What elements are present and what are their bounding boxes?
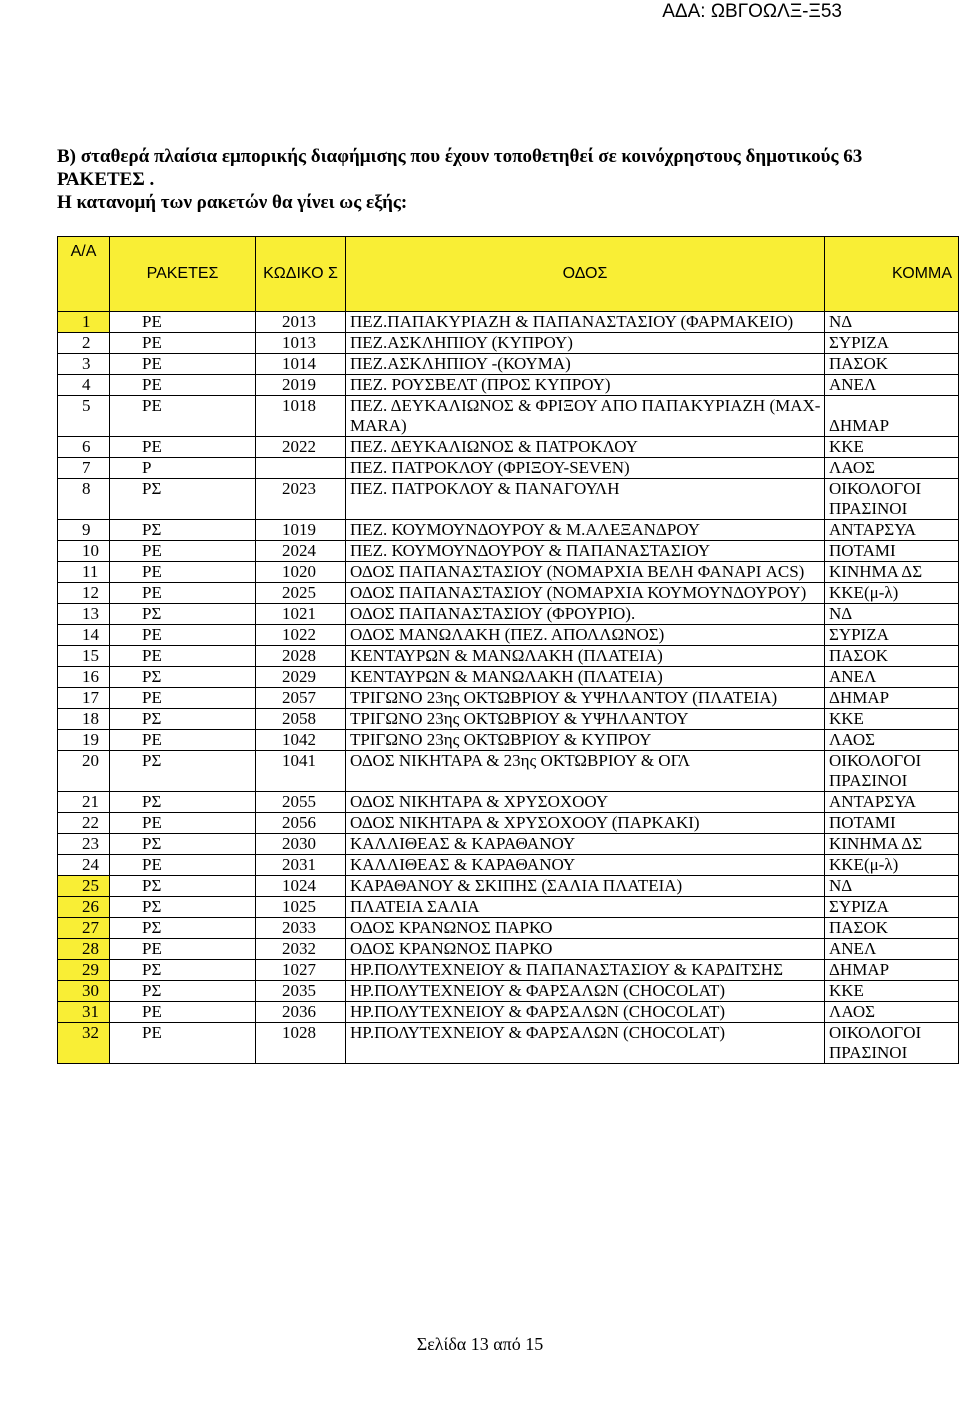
table-row xyxy=(58,646,959,667)
row-type: ΡΕ xyxy=(110,939,256,960)
row-aa: 32 xyxy=(58,1023,110,1064)
row-type: ΡΕ xyxy=(110,541,256,562)
row-aa: 18 xyxy=(58,709,110,730)
row-type: ΡΕ xyxy=(110,375,256,396)
row-party: ΑΝΕΛ xyxy=(825,375,959,396)
table-row xyxy=(58,855,959,876)
row-type: ΡΣ xyxy=(110,709,256,730)
table-row xyxy=(58,625,959,646)
row-type: ΡΕ xyxy=(110,396,256,437)
row-code: 2057 xyxy=(256,688,346,709)
table-row xyxy=(58,312,959,333)
row-party: ΟΙΚΟΛΟΓΟΙ ΠΡΑΣΙΝΟΙ xyxy=(825,751,959,792)
row-party: ΚΚΕ xyxy=(825,709,959,730)
header-odos: ΟΔΟΣ xyxy=(346,237,825,312)
row-party: ΣΥΡΙΖΑ xyxy=(825,625,959,646)
table-row xyxy=(58,333,959,354)
row-street: ΟΔΟΣ ΝΙΚΗΤΑΡΑ & ΧΡΥΣΟΧΟΟΥ (ΠΑΡΚΑΚΙ) xyxy=(346,813,825,834)
row-type: ΡΕ xyxy=(110,583,256,604)
row-type: ΡΕ xyxy=(110,562,256,583)
row-type: ΡΣ xyxy=(110,604,256,625)
row-aa: 17 xyxy=(58,688,110,709)
table-row xyxy=(58,813,959,834)
row-party: ΚΚΕ xyxy=(825,437,959,458)
row-party: ΝΔ xyxy=(825,604,959,625)
row-code: 1022 xyxy=(256,625,346,646)
table-row xyxy=(58,1023,959,1064)
row-aa: 30 xyxy=(58,981,110,1002)
row-party: ΚΚΕ(μ-λ) xyxy=(825,855,959,876)
row-aa: 10 xyxy=(58,541,110,562)
row-street: ΠΕΖ. ΡΟΥΣΒΕΛΤ (ΠΡΟΣ ΚΥΠΡΟΥ) xyxy=(346,375,825,396)
row-street: ΠΕΖ. ΔΕΥΚΑΛΙΩΝΟΣ & ΦΡΙΞΟΥ ΑΠΟ ΠΑΠΑΚΥΡΙΑΖΗ (MAX-MARA) xyxy=(346,396,825,437)
row-code: 2013 xyxy=(256,312,346,333)
row-party: ΠΟΤΑΜΙ xyxy=(825,541,959,562)
row-code: 1019 xyxy=(256,520,346,541)
row-party: ΑΝΤΑΡΣΥΑ xyxy=(825,520,959,541)
row-aa: 12 xyxy=(58,583,110,604)
row-street: ΟΔΟΣ ΚΡΑΝΩΝΟΣ ΠΑΡΚΟ xyxy=(346,939,825,960)
row-type: ΡΣ xyxy=(110,751,256,792)
table-row xyxy=(58,834,959,855)
row-street: ΚΑΛΛΙΘΕΑΣ & ΚΑΡΑΘΑΝΟΥ xyxy=(346,855,825,876)
row-type: ΡΕ xyxy=(110,333,256,354)
table-row xyxy=(58,458,959,479)
row-aa: 27 xyxy=(58,918,110,939)
row-party: ΠΑΣΟΚ xyxy=(825,918,959,939)
table-header-row xyxy=(58,237,959,312)
row-aa: 31 xyxy=(58,1002,110,1023)
row-party: ΑΝΕΛ xyxy=(825,939,959,960)
row-type: ΡΣ xyxy=(110,897,256,918)
table-row xyxy=(58,375,959,396)
row-type: Ρ xyxy=(110,458,256,479)
row-aa: 9 xyxy=(58,520,110,541)
row-party: ΔΗΜΑΡ xyxy=(825,688,959,709)
row-street: ΠΕΖ.ΑΣΚΛΗΠΙΟΥ -(ΚΟΥΜΑ) xyxy=(346,354,825,375)
row-code: 2036 xyxy=(256,1002,346,1023)
row-code: 2056 xyxy=(256,813,346,834)
row-code: 2019 xyxy=(256,375,346,396)
row-type: ΡΕ xyxy=(110,688,256,709)
row-party: ΝΔ xyxy=(825,876,959,897)
row-street: ΚΕΝΤΑΥΡΩΝ & ΜΑΝΩΛΑΚΗ (ΠΛΑΤΕΙΑ) xyxy=(346,667,825,688)
row-type: ΡΕ xyxy=(110,855,256,876)
table-row xyxy=(58,562,959,583)
row-aa: 22 xyxy=(58,813,110,834)
row-street: ΟΔΟΣ ΝΙΚΗΤΑΡΑ & ΧΡΥΣΟΧΟΟΥ xyxy=(346,792,825,813)
row-code: 1013 xyxy=(256,333,346,354)
row-party: ΑΝΕΛ xyxy=(825,667,959,688)
row-street: ΤΡΙΓΩΝΟ 23ης ΟΚΤΩΒΡΙΟΥ & ΥΨΗΛΑΝΤΟΥ (ΠΛΑΤΕΙΑ) xyxy=(346,688,825,709)
row-aa: 8 xyxy=(58,479,110,520)
table-row xyxy=(58,604,959,625)
row-street: ΗΡ.ΠΟΛΥΤΕΧΝΕΙΟΥ & ΠΑΠΑΝΑΣΤΑΣΙΟΥ & ΚΑΡΔΙΤΣΗΣ xyxy=(346,960,825,981)
row-code: 1042 xyxy=(256,730,346,751)
row-code: 1018 xyxy=(256,396,346,437)
row-aa: 29 xyxy=(58,960,110,981)
row-party: ΠΟΤΑΜΙ xyxy=(825,813,959,834)
row-code: 2058 xyxy=(256,709,346,730)
row-code: 2024 xyxy=(256,541,346,562)
row-aa: 1 xyxy=(58,312,110,333)
table-row xyxy=(58,876,959,897)
table-row xyxy=(58,792,959,813)
row-aa: 20 xyxy=(58,751,110,792)
table-row xyxy=(58,1002,959,1023)
table-row xyxy=(58,688,959,709)
header-kodikos: ΚΩΔΙΚΟ Σ xyxy=(256,237,346,312)
row-code: 2023 xyxy=(256,479,346,520)
row-code: 2055 xyxy=(256,792,346,813)
row-type: ΡΕ xyxy=(110,813,256,834)
intro-line-2: ΡΑΚΕΤΕΣ . xyxy=(57,169,155,190)
row-street: ΠΕΖ. ΚΟΥΜΟΥΝΔΟΥΡΟΥ & ΠΑΠΑΝΑΣΤΑΣΙΟΥ xyxy=(346,541,825,562)
row-aa: 23 xyxy=(58,834,110,855)
row-aa: 11 xyxy=(58,562,110,583)
table-row xyxy=(58,667,959,688)
row-party: ΠΑΣΟΚ xyxy=(825,354,959,375)
table-row xyxy=(58,396,959,437)
row-party: ΚΙΝΗΜΑ ΔΣ xyxy=(825,562,959,583)
row-party: ΚΚΕ(μ-λ) xyxy=(825,583,959,604)
row-party: ΟΙΚΟΛΟΓΟΙ ΠΡΑΣΙΝΟΙ xyxy=(825,479,959,520)
table-row xyxy=(58,437,959,458)
table-row xyxy=(58,960,959,981)
row-street: ΠΕΖ.ΠΑΠΑΚΥΡΙΑΖΗ & ΠΑΠΑΝΑΣΤΑΣΙΟΥ (ΦΑΡΜΑΚΕΙΟ) xyxy=(346,312,825,333)
rackets-table xyxy=(57,236,959,1064)
row-aa: 21 xyxy=(58,792,110,813)
row-type: ΡΕ xyxy=(110,1002,256,1023)
row-aa: 25 xyxy=(58,876,110,897)
row-aa: 19 xyxy=(58,730,110,751)
row-type: ΡΣ xyxy=(110,792,256,813)
row-type: ΡΣ xyxy=(110,479,256,520)
row-type: ΡΣ xyxy=(110,834,256,855)
row-code: 2022 xyxy=(256,437,346,458)
ada-code: ΑΔΑ: ΩΒΓΟΩΛΞ-Ξ53 xyxy=(662,1,842,22)
row-street: ΟΔΟΣ ΠΑΠΑΝΑΣΤΑΣΙΟΥ (ΝΟΜΑΡΧΙΑ ΒΕΛΗ ΦΑΝΑΡΙ ACS) xyxy=(346,562,825,583)
table-row xyxy=(58,981,959,1002)
row-aa: 16 xyxy=(58,667,110,688)
row-type: ΡΕ xyxy=(110,625,256,646)
header-komma: ΚΟΜΜΑ xyxy=(825,237,959,312)
table-row xyxy=(58,751,959,792)
row-party: ΔΗΜΑΡ xyxy=(825,960,959,981)
row-code: 1041 xyxy=(256,751,346,792)
table-row xyxy=(58,541,959,562)
row-type: ΡΕ xyxy=(110,730,256,751)
row-aa: 2 xyxy=(58,333,110,354)
row-code: 2029 xyxy=(256,667,346,688)
row-code: 2028 xyxy=(256,646,346,667)
row-street: ΟΔΟΣ ΜΑΝΩΛΑΚΗ (ΠΕΖ. ΑΠΟΛΛΩΝΟΣ) xyxy=(346,625,825,646)
row-code: 2031 xyxy=(256,855,346,876)
intro-line-1: B) σταθερά πλαίσια εμπορικής διαφήμισης που έχουν τοποθετηθεί σε κοινόχρηστους δημοτικούς 63 xyxy=(57,146,863,167)
row-aa: 24 xyxy=(58,855,110,876)
header-raketes: ΡΑΚΕΤΕΣ xyxy=(110,237,256,312)
row-code: 2025 xyxy=(256,583,346,604)
row-street: ΚΑΡΑΘΑΝΟΥ & ΣΚΙΠΗΣ (ΣΑΛΙΑ ΠΛΑΤΕΙΑ) xyxy=(346,876,825,897)
row-street: ΠΛΑΤΕΙΑ ΣΑΛΙΑ xyxy=(346,897,825,918)
row-code: 2035 xyxy=(256,981,346,1002)
row-code: 2030 xyxy=(256,834,346,855)
row-aa: 15 xyxy=(58,646,110,667)
table-row xyxy=(58,918,959,939)
row-street: ΠΕΖ. ΚΟΥΜΟΥΝΔΟΥΡΟΥ & Μ.ΑΛΕΞΑΝΔΡΟΥ xyxy=(346,520,825,541)
row-party: ΔΗΜΑΡ xyxy=(825,396,959,437)
row-aa: 28 xyxy=(58,939,110,960)
row-type: ΡΣ xyxy=(110,667,256,688)
row-aa: 7 xyxy=(58,458,110,479)
row-street: ΚΕΝΤΑΥΡΩΝ & ΜΑΝΩΛΑΚΗ (ΠΛΑΤΕΙΑ) xyxy=(346,646,825,667)
row-aa: 14 xyxy=(58,625,110,646)
row-party: ΚΙΝΗΜΑ ΔΣ xyxy=(825,834,959,855)
table-row xyxy=(58,709,959,730)
table-row xyxy=(58,730,959,751)
row-party: ΣΥΡΙΖΑ xyxy=(825,897,959,918)
row-street: ΠΕΖ. ΠΑΤΡΟΚΛΟΥ & ΠΑΝΑΓΟΥΛΗ xyxy=(346,479,825,520)
row-type: ΡΕ xyxy=(110,312,256,333)
row-code: 2033 xyxy=(256,918,346,939)
table-row xyxy=(58,354,959,375)
row-street: ΠΕΖ. ΠΑΤΡΟΚΛΟΥ (ΦΡΙΞΟΥ-SEVEN) xyxy=(346,458,825,479)
page-number: Σελίδα 13 από 15 xyxy=(416,1334,544,1354)
table-row xyxy=(58,897,959,918)
row-code: 1027 xyxy=(256,960,346,981)
row-street: ΠΕΖ.ΑΣΚΛΗΠΙΟΥ (ΚΥΠΡΟΥ) xyxy=(346,333,825,354)
row-party: ΣΥΡΙΖΑ xyxy=(825,333,959,354)
row-street: ΚΑΛΛΙΘΕΑΣ & ΚΑΡΑΘΑΝΟΥ xyxy=(346,834,825,855)
table-row xyxy=(58,583,959,604)
row-code: 1024 xyxy=(256,876,346,897)
row-code xyxy=(256,458,346,479)
table-row xyxy=(58,479,959,520)
row-type: ΡΣ xyxy=(110,981,256,1002)
row-aa: 6 xyxy=(58,437,110,458)
row-party: ΟΙΚΟΛΟΓΟΙ ΠΡΑΣΙΝΟΙ xyxy=(825,1023,959,1064)
row-party: ΚΚΕ xyxy=(825,981,959,1002)
row-street: ΠΕΖ. ΔΕΥΚΑΛΙΩΝΟΣ & ΠΑΤΡΟΚΛΟΥ xyxy=(346,437,825,458)
row-code: 1028 xyxy=(256,1023,346,1064)
row-party: ΛΑΟΣ xyxy=(825,1002,959,1023)
row-code: 1021 xyxy=(256,604,346,625)
row-aa: 26 xyxy=(58,897,110,918)
row-code: 2032 xyxy=(256,939,346,960)
row-type: ΡΕ xyxy=(110,646,256,667)
row-street: ΟΔΟΣ ΚΡΑΝΩΝΟΣ ΠΑΡΚΟ xyxy=(346,918,825,939)
row-party: ΠΑΣΟΚ xyxy=(825,646,959,667)
row-street: ΟΔΟΣ ΝΙΚΗΤΑΡΑ & 23ης ΟΚΤΩΒΡΙΟΥ & ΟΓΛ xyxy=(346,751,825,792)
row-street: ΗΡ.ΠΟΛΥΤΕΧΝΕΙΟΥ & ΦΑΡΣΑΛΩΝ (CHOCOLAT) xyxy=(346,981,825,1002)
row-street: ΟΔΟΣ ΠΑΠΑΝΑΣΤΑΣΙΟΥ (ΝΟΜΑΡΧΙΑ ΚΟΥΜΟΥΝΔΟΥΡΟΥ) xyxy=(346,583,825,604)
row-street: ΤΡΙΓΩΝΟ 23ης ΟΚΤΩΒΡΙΟΥ & ΥΨΗΛΑΝΤΟΥ xyxy=(346,709,825,730)
row-street: ΗΡ.ΠΟΛΥΤΕΧΝΕΙΟΥ & ΦΑΡΣΑΛΩΝ (CHOCOLAT) xyxy=(346,1002,825,1023)
header-aa: Α/Α xyxy=(58,237,110,312)
row-code: 1020 xyxy=(256,562,346,583)
table-row xyxy=(58,520,959,541)
row-party: ΑΝΤΑΡΣΥΑ xyxy=(825,792,959,813)
table-row xyxy=(58,939,959,960)
row-type: ΡΕ xyxy=(110,354,256,375)
row-code: 1025 xyxy=(256,897,346,918)
row-type: ΡΣ xyxy=(110,960,256,981)
row-aa: 4 xyxy=(58,375,110,396)
row-aa: 5 xyxy=(58,396,110,437)
row-street: ΤΡΙΓΩΝΟ 23ης ΟΚΤΩΒΡΙΟΥ & ΚΥΠΡΟΥ xyxy=(346,730,825,751)
row-aa: 3 xyxy=(58,354,110,375)
row-party: ΛΑΟΣ xyxy=(825,730,959,751)
row-type: ΡΣ xyxy=(110,918,256,939)
row-party: ΛΑΟΣ xyxy=(825,458,959,479)
row-type: ΡΕ xyxy=(110,437,256,458)
intro-line-3: Η κατανομή των ρακετών θα γίνει ως εξής: xyxy=(57,192,408,213)
row-aa: 13 xyxy=(58,604,110,625)
row-type: ΡΕ xyxy=(110,1023,256,1064)
row-code: 1014 xyxy=(256,354,346,375)
row-street: ΗΡ.ΠΟΛΥΤΕΧΝΕΙΟΥ & ΦΑΡΣΑΛΩΝ (CHOCOLAT) xyxy=(346,1023,825,1064)
intro-text xyxy=(57,145,917,214)
row-type: ΡΣ xyxy=(110,876,256,897)
row-street: ΟΔΟΣ ΠΑΠΑΝΑΣΤΑΣΙΟΥ (ΦΡΟΥΡΙΟ). xyxy=(346,604,825,625)
row-type: ΡΣ xyxy=(110,520,256,541)
row-party: ΝΔ xyxy=(825,312,959,333)
